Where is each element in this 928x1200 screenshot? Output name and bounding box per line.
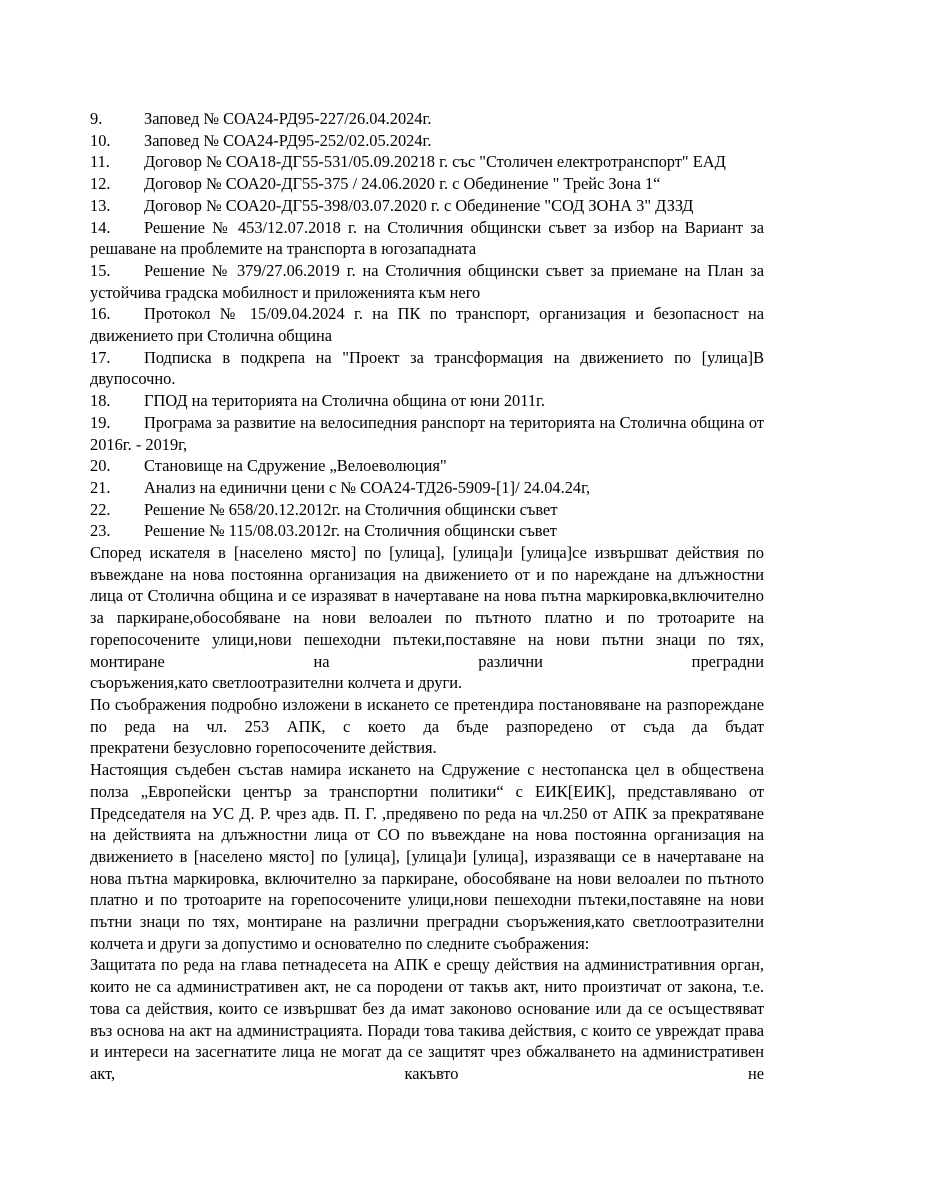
list-item [90, 347, 764, 390]
list-item-number: 12. [90, 174, 111, 194]
list-item [90, 520, 764, 542]
list-item-text: Заповед № СОА24-РД95-252/02.05.2024г. [144, 130, 432, 150]
document-page [90, 108, 764, 1085]
list-item-number: 20. [90, 456, 111, 476]
list-item-text: Решение № 658/20.12.2012г. на Столичния общински съвет [144, 499, 558, 519]
body-paragraph [90, 759, 764, 954]
list-item-text: Становище на Сдружение „Велоеволюция" [144, 456, 447, 476]
list-item-number: 11. [90, 152, 110, 172]
paragraph-last-line: прекратени безусловно горепосочените действия. [90, 738, 437, 758]
list-item-number: 15. [90, 260, 111, 280]
list-item [90, 130, 764, 152]
list-item [90, 217, 764, 260]
list-item-text: Програма за развитие на велосипедния ранспорт на територията на Столична община от 2016г. - 2019г, [90, 412, 764, 454]
list-item-number: 23. [90, 521, 111, 541]
list-item [90, 108, 764, 130]
list-item-text: Договор № СОА18-ДГ55-531/05.09.20218 г. със "Столичен електротранспорт" ЕАД [144, 152, 726, 172]
list-item [90, 390, 764, 412]
list-item-text: Договор № СОА20-ДГ55-375 / 24.06.2020 г. с Обединение " Трейс Зона 1“ [144, 174, 661, 194]
list-item-text: ГПОД на територията на Столична община от юни 2011г. [144, 391, 546, 411]
evidence-list [90, 108, 764, 542]
list-item-number: 16. [90, 304, 111, 324]
list-item [90, 412, 764, 455]
paragraph-body: По съображения подробно изложени в искането се претендира постановяване на разпореждане по реда на чл. 253 АПК, с което да бъде разпоредено от съда да бъдат [90, 694, 764, 736]
list-item [90, 195, 764, 217]
paragraph-body: Настоящия съдебен състав намира искането на Сдружение с нестопанска цел в обществена полза „Европейски център за транспортни политики“ с ЕИК[ЕИК], представлявано от Председателя на УС Д. Р. чрез адв. П. Г. ,предявено по реда на чл.250 от АПК за прекратяване на действията на длъжностни лица от СО по въвеждане на нова постоянна организация на движението в [населено място] по [улица], [улица]и [улица], изразяващи се в начертаване на нова пътна маркировка, включително за паркиране, обособяване на нови велоалеи по пътното платно и по тротоарите на горепосочените улици,нови пешеходни пътеки,поставяне на нови пътни знаци по тях, монтиране на различни преградни съоръжения,като светлоотразителни [90, 760, 764, 932]
list-item-text: Анализ на единични цени с № СОА24-ТД26-5909-[1]/ 24.04.24г, [144, 477, 591, 497]
list-item [90, 173, 764, 195]
list-item-number: 13. [90, 195, 111, 215]
list-item-text: Заповед № СОА24-РД95-227/26.04.2024г. [144, 109, 432, 128]
body-paragraph [90, 694, 764, 759]
body-paragraph [90, 542, 764, 694]
list-item-number: 9. [90, 109, 103, 128]
paragraph-body: Защитата по реда на глава петнадесета на АПК е срещу действия на административния орган, които не са административен акт, не са породени от такъв акт, нито произтичат от закона, т.е. това са действия, които се извършват без да имат законово основание или да се осъществяват въз основа на акт на администрацията. Поради това такива действия, с които се увреждат права и интереси на засегнатите лица не могат да се защитят чрез обжалването на административен акт, какъвто не [90, 955, 764, 1083]
list-item [90, 303, 764, 346]
list-item-text: Решение № 115/08.03.2012г. на Столичния общински съвет [144, 521, 557, 541]
list-item-text: Протокол № 15/09.04.2024 г. на ПК по транспорт, организация и безопасност на движението при Столична община [90, 304, 764, 346]
list-item-number: 22. [90, 499, 111, 519]
list-item-number: 14. [90, 217, 111, 237]
list-item-number: 19. [90, 412, 111, 432]
list-item [90, 477, 764, 499]
list-item-number: 21. [90, 477, 111, 497]
paragraph-body: Според искателя в [населено място] по [улица], [улица]и [улица]се извършват действия по въвеждане на нова постоянна организация на движението от и по нареждане на длъжностни лица от Столична община и се изразяват в начертаване на нова пътна маркировка,включително за паркиране,обособяване на нови велоалеи по пътното платно и по тротоарите на горепосочените улици,нови пешеходни пътеки,поставяне на нови пътни знаци по тях, монтиране на различни преградни [90, 543, 764, 671]
list-item-text: Решение № 379/27.06.2019 г. на Столичния общински съвет за приемане на План за устойчива градска мобилност и приложенията към него [90, 260, 764, 302]
body-paragraph [90, 954, 764, 1084]
list-item [90, 260, 764, 303]
list-item-number: 18. [90, 391, 111, 411]
list-item-text: Договор № СОА20-ДГ55-398/03.07.2020 г. с Обединение "СОД ЗОНА 3" ДЗЗД [144, 195, 694, 215]
list-item [90, 151, 764, 173]
paragraph-last-line: съоръжения,като светлоотразителни колчета и други. [90, 673, 463, 693]
list-item [90, 455, 764, 477]
list-item-number: 10. [90, 130, 111, 150]
paragraph-last-line: колчета и други за допустимо и основателно по следните съображения: [90, 933, 590, 953]
list-item-text: Подписка в подкрепа на "Проект за трансформация на движението по [улица]В двупосочно. [90, 347, 764, 389]
list-item-number: 17. [90, 347, 111, 367]
list-item [90, 499, 764, 521]
list-item-text: Решение № 453/12.07.2018 г. на Столичния общински съвет за избор на Вариант за решаване на проблемите на транспорта в югозападната [90, 217, 764, 259]
